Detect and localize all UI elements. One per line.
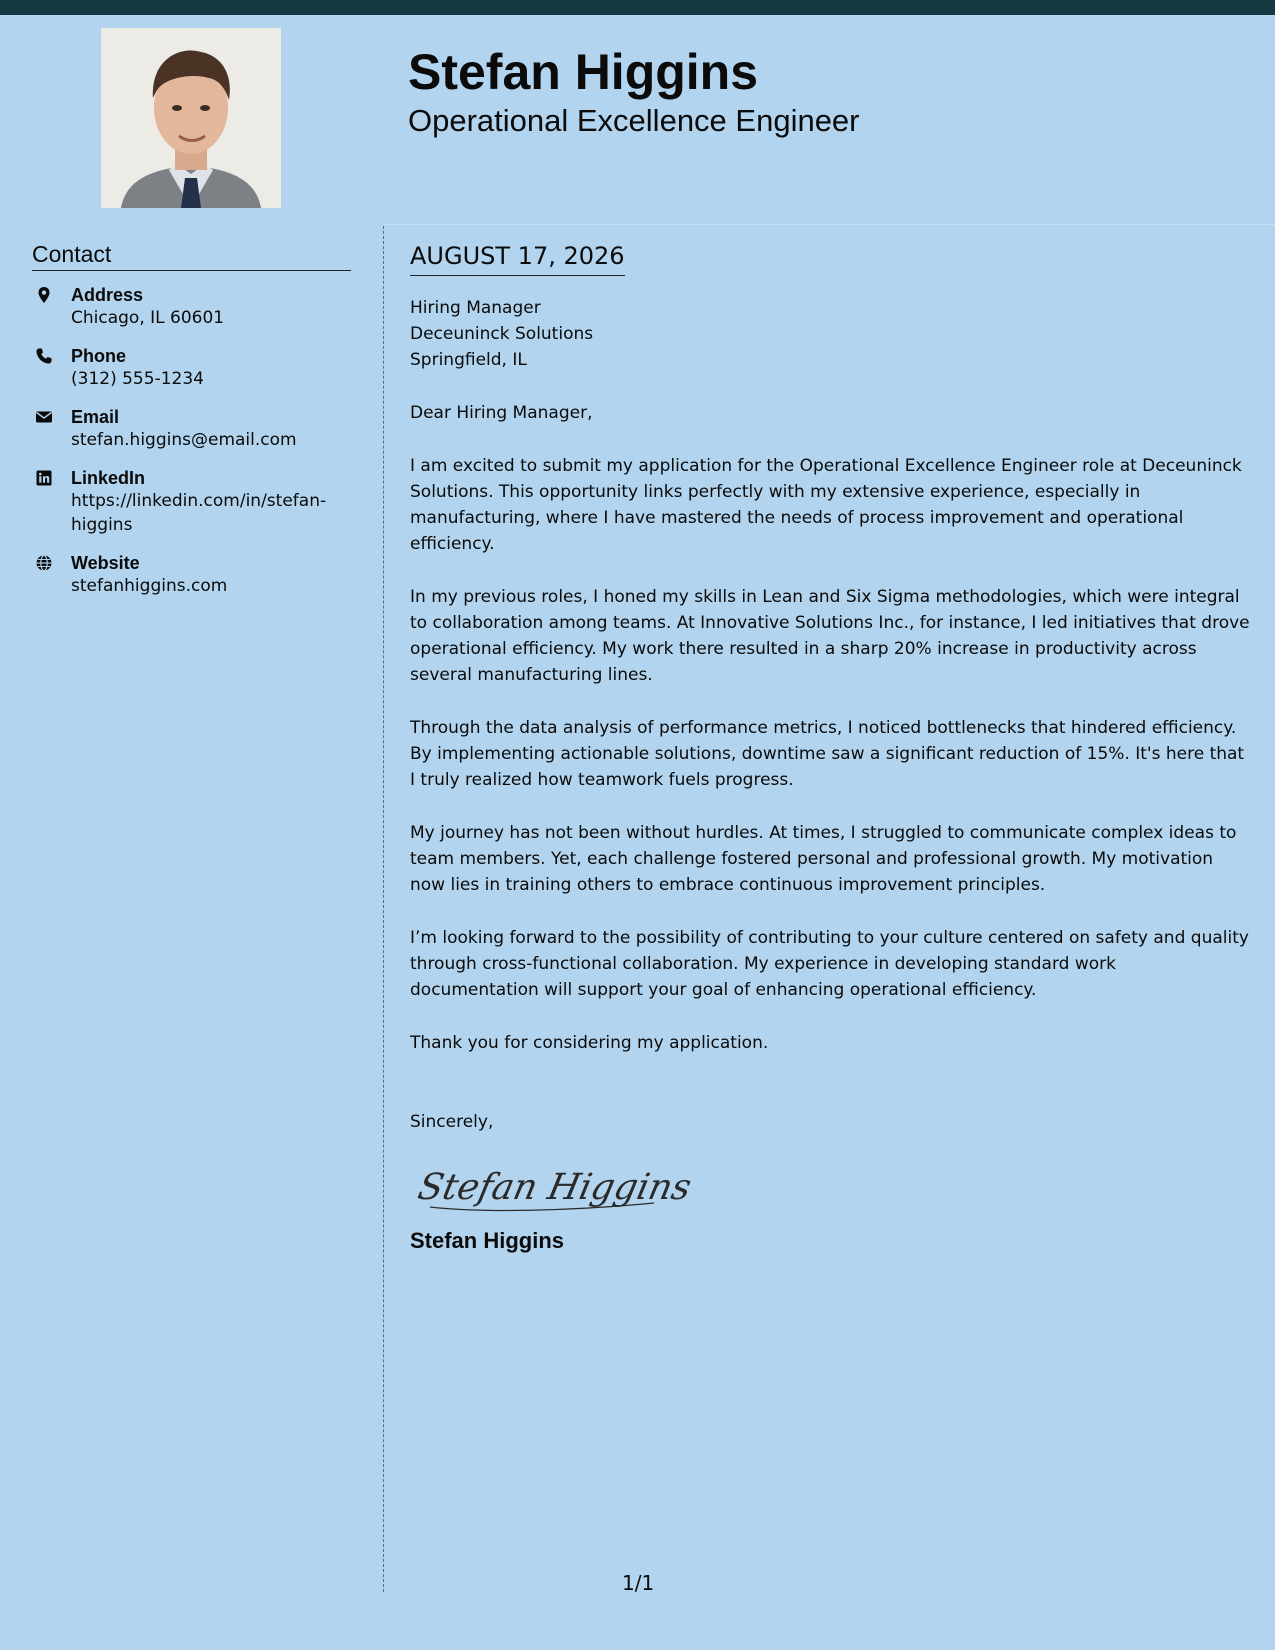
top-accent-bar bbox=[0, 0, 1275, 15]
contact-address bbox=[32, 284, 351, 330]
contact-value: stefan.higgins@email.com bbox=[71, 430, 297, 450]
contact-value: stefanhiggins.com bbox=[71, 576, 228, 596]
contact-label: Address bbox=[71, 285, 144, 305]
candidate-title: Operational Excellence Engineer bbox=[408, 103, 860, 138]
contact-linkedin bbox=[32, 467, 351, 537]
recipient-line: Springfield, IL bbox=[410, 350, 527, 370]
phone-icon bbox=[35, 347, 53, 365]
handwritten-signature bbox=[414, 1153, 696, 1221]
recipient-line: Hiring Manager bbox=[410, 298, 541, 318]
contact-label: Email bbox=[71, 407, 120, 427]
page-number: 1/1 bbox=[622, 1571, 655, 1595]
body-paragraph: My journey has not been without hurdles. At times, I struggled to communicate complex ideas to team members. Yet, each challenge fostered personal and professional growth. My motivation now lies in training others to embrace continuous improvement principles. bbox=[410, 823, 1237, 895]
closing: Sincerely, bbox=[410, 1112, 494, 1132]
recipient-line: Deceuninck Solutions bbox=[410, 324, 594, 344]
body-paragraph: I am excited to submit my application for the Operational Excellence Engineer role at Deceuninck Solutions. This opportunity links perfectly with my extensive experience, especially in manufacturing, where I have mastered the needs of process improvement and operational efficiency. bbox=[410, 456, 1242, 554]
column-divider bbox=[383, 226, 384, 1592]
salutation: Dear Hiring Manager, bbox=[410, 403, 593, 423]
body-paragraph: In my previous roles, I honed my skills in Lean and Six Sigma methodologies, which were integral to collaboration among teams. At Innovative Solutions Inc., for instance, I led initiatives that drove operational efficiency. My work there resulted in a sharp 20% increase in productivity across several manufacturing lines. bbox=[410, 587, 1250, 685]
contact-heading: Contact bbox=[32, 240, 351, 271]
recipient-block bbox=[410, 295, 1250, 373]
contact-phone bbox=[32, 345, 351, 391]
closing-thanks: Thank you for considering my application. bbox=[410, 1033, 769, 1053]
contact-sidebar bbox=[32, 240, 351, 613]
map-pin-icon bbox=[35, 286, 53, 304]
contact-value: (312) 555-1234 bbox=[71, 369, 204, 389]
letter-body bbox=[410, 240, 1250, 1255]
profile-photo bbox=[101, 28, 281, 208]
signer-name: Stefan Higgins bbox=[410, 1228, 565, 1253]
letter-date: AUGUST 17, 2026 bbox=[410, 240, 625, 276]
contact-value: Chicago, IL 60601 bbox=[71, 308, 225, 328]
body-paragraph: Through the data analysis of performance metrics, I noticed bottlenecks that hindered efficiency. By implementing actionable solutions, downtime saw a significant reduction of 15%. It's here that I truly realized how teamwork fuels progress. bbox=[410, 718, 1245, 790]
body-paragraph: I’m looking forward to the possibility of contributing to your culture centered on safety and quality through cross-functional collaboration. My experience in developing standard work documentation will support your goal of enhancing operational efficiency. bbox=[410, 928, 1249, 1000]
candidate-name: Stefan Higgins bbox=[408, 44, 759, 100]
contact-label: Phone bbox=[71, 346, 127, 366]
header-divider bbox=[384, 224, 1275, 225]
contact-label: Website bbox=[71, 553, 140, 573]
globe-icon bbox=[35, 554, 53, 572]
contact-website bbox=[32, 552, 351, 598]
contact-email bbox=[32, 406, 351, 452]
envelope-icon bbox=[35, 408, 53, 426]
linkedin-icon bbox=[35, 469, 53, 487]
contact-label: LinkedIn bbox=[71, 468, 146, 488]
signature-text: Stefan Higgins bbox=[414, 1165, 696, 1208]
contact-value: https://linkedin.com/in/stefan-higgins bbox=[71, 491, 327, 535]
